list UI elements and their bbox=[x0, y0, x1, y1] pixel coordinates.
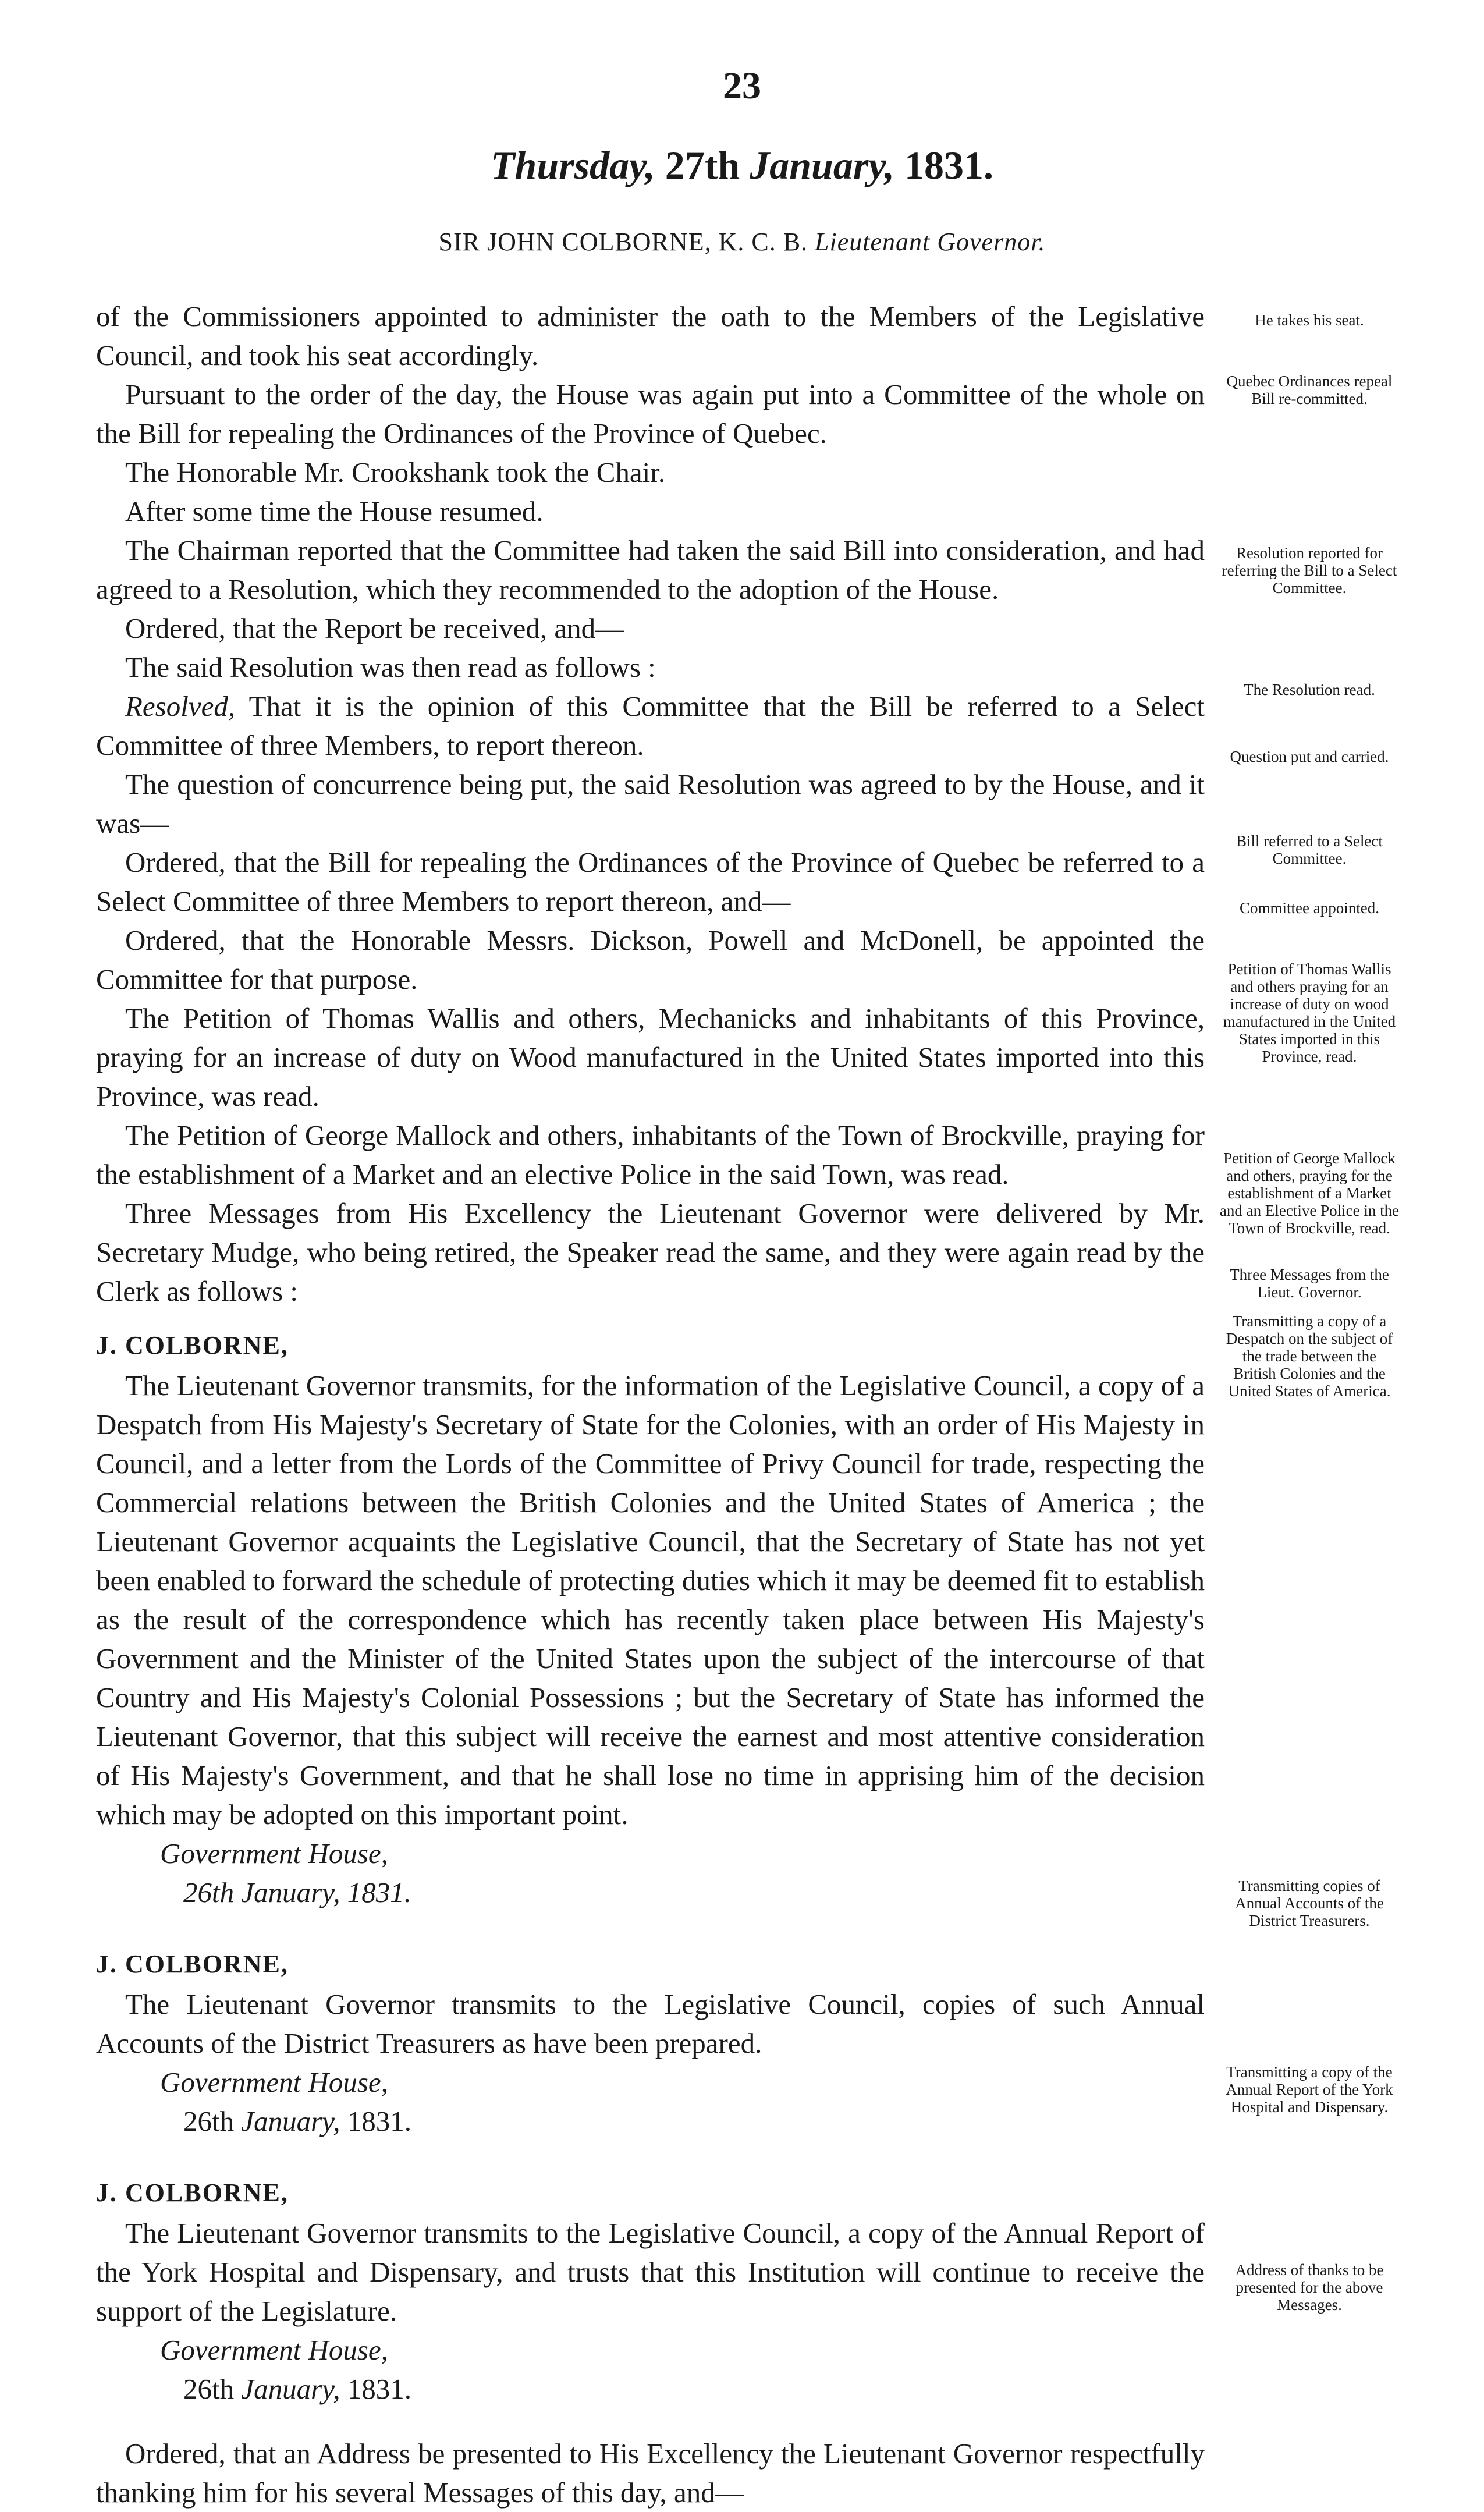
closing-place: Government House, bbox=[160, 2334, 388, 2366]
closing-place: Government House, bbox=[160, 2066, 388, 2098]
final-paragraph: Ordered, that an Address be presented to His Excellency the Lieutenant Governor respectfully thanking him for his several Messages of this day, and— bbox=[96, 2438, 1205, 2509]
message-signature: J. COLBORNE, bbox=[96, 1950, 289, 1978]
page-number: 23 bbox=[723, 65, 761, 107]
governor-name: SIR JOHN COLBORNE, K. C. B. bbox=[438, 228, 808, 256]
closing-place: Government House, bbox=[160, 1837, 388, 1869]
margin-note: Transmitting copies of Annual Accounts of the District Treasurers. bbox=[1235, 1877, 1384, 1929]
margin-note: Committee appointed. bbox=[1240, 899, 1379, 917]
margin-note: Transmitting a copy of a Despatch on the subject of the trade between the British Colonies and the United States of America. bbox=[1226, 1312, 1393, 1400]
paragraph: After some time the House resumed. bbox=[125, 495, 544, 527]
closing-date: 26th January, 1831. bbox=[183, 2373, 411, 2405]
margin-note: Resolution reported for referring the Bill to a Select Committee. bbox=[1222, 544, 1397, 597]
resolution-text: That it is the opinion of this Committee that the Bill be referred to a Select Committee of three Members, to report thereon. bbox=[96, 690, 1205, 761]
margin-note: Three Messages from the Lieut. Governor. bbox=[1230, 1266, 1389, 1301]
margin-note: The Resolution read. bbox=[1244, 681, 1375, 698]
closing-date: 26th January, 1831. bbox=[183, 1876, 411, 1908]
margin-note: Quebec Ordinances repeal Bill re-committed. bbox=[1226, 372, 1393, 407]
message-text: The Lieutenant Governor transmits to the Legislative Council, a copy of the Annual Report of the York Hospital and Dispensary, and trusts that this Institution will continue to receive the support of the Legislature. bbox=[96, 2217, 1205, 2327]
paragraph: The said Resolution was then read as follows : bbox=[125, 651, 656, 683]
margin-note: Petition of George Mallock and others, praying for the establishment of a Market and an Elective Police in the Town of Brockville, read. bbox=[1219, 1149, 1400, 1237]
margin-note: Petition of Thomas Wallis and others praying for an increase of duty on wood manufactured in the United States imported in this Province, read. bbox=[1223, 960, 1396, 1065]
paragraph: of the Commissioners appointed to administer the oath to the Members of the Legislative Council, and took his seat accordingly. bbox=[96, 300, 1205, 371]
main-text bbox=[96, 297, 1205, 2512]
message-text: The Lieutenant Governor transmits, for the information of the Legislative Council, a copy of a Despatch from His Majesty's Secretary of State for the Colonies, with an order of His Majesty in Council, and a letter from the Lords of the Committee of Privy Council for trade, respecting the Commercial relations between the British Colonies and the United States of America ; the Lieutenant Governor acquaints the Legislative Council, that the Secretary of State has not yet been enabled to forward the schedule of protecting duties which it may be deemed fit to establish as the result of the correspondence which has recently taken place between His Majesty's Government and the Minister of the United States upon the subject of the intercourse of that Country and His Majesty's Colonial Possessions ; but the Secretary of State has informed the Lieutenant Governor, that this subject will receive the earnest and most attentive consideration of His Majesty's Government, and that he shall lose no time in apprising him of the decision which may be adopted on this important point. bbox=[96, 1369, 1205, 1830]
paragraph: Ordered, that the Report be received, and— bbox=[125, 612, 624, 644]
paragraph: The Honorable Mr. Crookshank took the Chair. bbox=[125, 456, 666, 488]
margin-note: Question put and carried. bbox=[1230, 748, 1389, 765]
margin-note: Bill referred to a Select Committee. bbox=[1236, 832, 1383, 867]
resolved-word: Resolved, bbox=[125, 690, 236, 722]
margin-note: He takes his seat. bbox=[1255, 311, 1364, 329]
margin-note: Address of thanks to be presented for the above Messages. bbox=[1235, 2261, 1384, 2314]
paragraph: The Petition of George Mallock and others, inhabitants of the Town of Brockville, praying for the establishment of a Market and an elective Police in the said Town, was read. bbox=[96, 1119, 1205, 1190]
resolution-paragraph bbox=[96, 687, 1205, 765]
governor-title: Lieutenant Governor. bbox=[815, 228, 1046, 256]
paragraph: Ordered, that the Bill for repealing the Ordinances of the Province of Quebec be referred to a Select Committee of three Members to report thereon, and— bbox=[96, 846, 1205, 917]
paragraph: The Chairman reported that the Committee had taken the said Bill into consideration, and had agreed to a Resolution, which they recommended to the adoption of the House. bbox=[96, 534, 1205, 605]
paragraph: The Petition of Thomas Wallis and others, Mechanicks and inhabitants of this Province, praying for an increase of duty on Wood manufactured in the United States imported into this Province, was read. bbox=[96, 1002, 1205, 1112]
paragraph: Three Messages from His Excellency the Lieutenant Governor were delivered by Mr. Secretary Mudge, who being retired, the Speaker read the same, and they were again read by the Clerk as follows : bbox=[96, 1197, 1205, 1307]
margin-notes bbox=[1219, 0, 1400, 2428]
paragraph: Ordered, that the Honorable Messrs. Dickson, Powell and McDonell, be appointed the Committee for that purpose. bbox=[96, 924, 1205, 995]
paragraph: Pursuant to the order of the day, the House was again put into a Committee of the whole on the Bill for repealing the Ordinances of the Province of Quebec. bbox=[96, 378, 1205, 449]
date-numeral: 27th bbox=[665, 143, 740, 187]
date-year: 1831. bbox=[904, 143, 993, 187]
message-text: The Lieutenant Governor transmits to the Legislative Council, copies of such Annual Accounts of the District Treasurers as have been prepared. bbox=[96, 1988, 1205, 2059]
date-day: Thursday, bbox=[491, 143, 655, 187]
date-month: January, bbox=[750, 143, 894, 187]
message-signature: J. COLBORNE, bbox=[96, 1331, 289, 1360]
closing-date: 26th January, 1831. bbox=[183, 2105, 411, 2137]
message-signature: J. COLBORNE, bbox=[96, 2179, 289, 2207]
margin-note: Transmitting a copy of the Annual Report of the York Hospital and Dispensary. bbox=[1226, 2063, 1393, 2116]
paragraph: The question of concurrence being put, the said Resolution was agreed to by the House, and it was— bbox=[96, 768, 1205, 839]
